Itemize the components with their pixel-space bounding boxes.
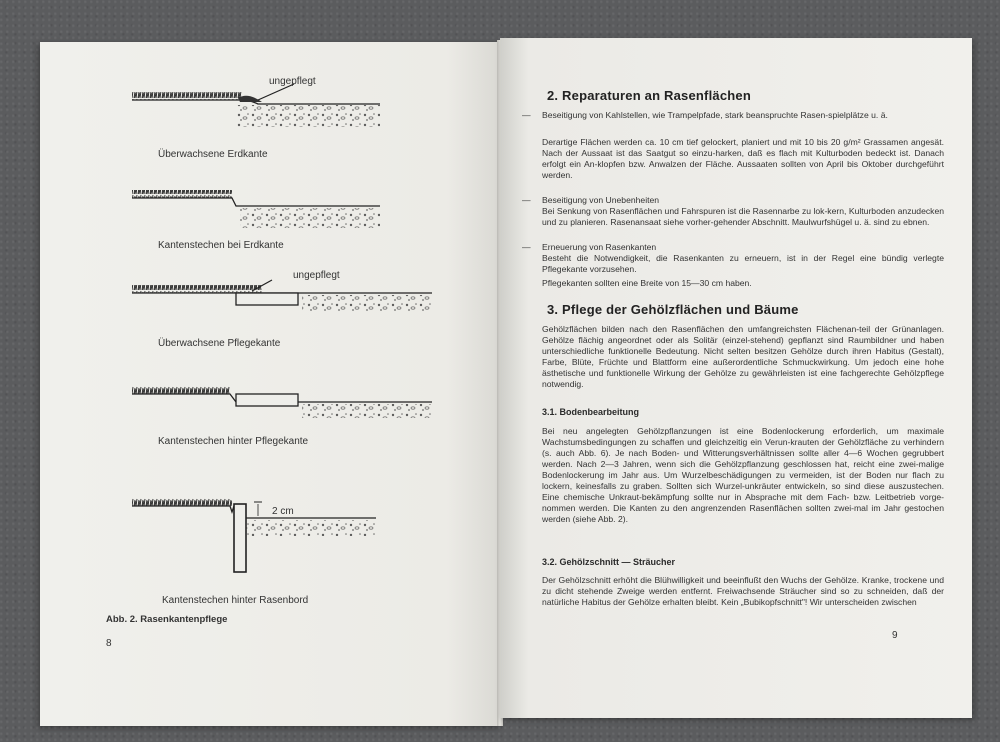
diagram-edge-cutting-behind-curb	[132, 498, 376, 572]
item1-title: Beseitigung von Kahlstellen, wie Trampelpfade, stark beanspruchte Rasen-spielplätze u. ä.	[542, 110, 888, 120]
diagram-edge-cutting-behind-maintenance-edge	[132, 386, 432, 418]
heading-3-1: 3.1. Bodenbearbeitung	[542, 407, 640, 417]
section3-1-body: Bei neu angelegten Gehölzpflanzungen ist eine Bodenlockerung erforderlich, um maximale Wachstumsbedingungen zu schaffen und gleichzeitig ein Verun-krauten der Gehölzfläche zu verhindern (s. auch Abb. 6). Je nach Boden- und Witterungsverhältnissen sollte aller 4—6 Wochen gegrubbert werden. Nach 2—3 Jahren, wenn sich die Gehölzpflanzung geschlossen hat, reicht eine zwei-malige Bodenlockerung im Jahr aus. Um Wurzelbeschädigungen zu vermeiden, ist der Boden nur flach zu lockern, keinesfalls zu graben. Sollten sich Wurzel-unkräuter entwickeln, so sind diese auszustechen. Eine chemische Unkraut-bekämpfung sollte nur in Absprache mit dem Fach- bzw. Leitbetrieb vorge-nommen werden. Die Kanten zu den angrenzenden Rasenflächen sollten zwei-mal im Jahr gestochen werden (siehe Abb. 2).	[542, 426, 944, 524]
item2-title: Beseitigung von Unebenheiten	[542, 195, 660, 205]
label-ungepflegt-1: ungepflegt	[269, 76, 316, 87]
page-number-left: 8	[106, 638, 112, 649]
section3-intro: Gehölzflächen bilden nach den Rasenflächen den umfangreichsten Flächenan-teil der Grünanlagen. Gehölze flächig angeordnet oder als Solitär (einzel-stehend) gepflanzt sind Raumbildner und haben unterschiedliche funktionelle Bedeutung. Nicht selten besitzen Gehölze durch ihren Habitus (Gestalt), Farbe, Blüte, Früchte und Blattform eine außerordentliche Schmuckwirkung. Um jedoch eine hohe ästhetische und funktionelle Wirkung der Gehölze zu gewährleisten ist eine fachgerechte Gehölzpflege notwendig.	[542, 324, 944, 389]
diagram-edge-cutting-earth-edge	[132, 190, 380, 228]
item1-body: Derartige Flächen werden ca. 10 cm tief gelockert, planiert und mit 10 bis 20 g/m² Grassamen angesät. Nach der Aussaat ist das Saatgut so einzu-harken, daß es flach mit Kulturboden bedeckt ist. Danach erfolgt ein An-klopfen bzw. Anwalzen der Fläche. Aussaaten sollten von April bis Oktober durchgeführt werden.	[542, 137, 944, 180]
page-number-right: 9	[892, 630, 898, 641]
section3-2-body: Der Gehölzschnitt erhöht die Blühwilligkeit und beeinflußt den Wuchs der Gehölze. Kranke, trockene und zu dicht stehende Zweige werden entfernt. Freiwachsende Sträucher sind so zu schneiden, daß der natürliche Habitus der Gehölze erhalten bleibt. Kein „Bubikopfschnitt"! Wir unterscheiden zwischen	[542, 575, 944, 607]
heading-3-2: 3.2. Gehölzschnitt — Sträucher	[542, 557, 676, 567]
left-page	[40, 42, 502, 726]
caption-4: Kantenstechen hinter Pflegekante	[158, 436, 309, 447]
caption-5: Kantenstechen hinter Rasenbord	[162, 595, 309, 606]
caption-2: Kantenstechen bei Erdkante	[158, 240, 284, 251]
diagram-overgrown-maintenance-edge	[132, 280, 432, 311]
list-dash: —	[522, 110, 531, 120]
caption-3: Überwachsene Pflegekante	[158, 338, 281, 349]
right-page	[500, 38, 972, 718]
label-measure-2cm: 2 cm	[272, 506, 294, 517]
list-dash: —	[522, 242, 531, 252]
label-ungepflegt-2: ungepflegt	[293, 270, 340, 281]
diagram-overgrown-earth-edge	[132, 84, 380, 127]
item3-body: Besteht die Notwendigkeit, die Rasenkanten zu erneuern, ist in der Regel eine bündig verlegte Pflegekante vorzusehen.	[542, 253, 944, 274]
heading-section-2: 2. Reparaturen an Rasenflächen	[547, 88, 751, 103]
list-dash: —	[522, 195, 531, 205]
item3-title: Erneuerung von Rasenkanten	[542, 242, 657, 252]
figure-caption: Abb. 2. Rasenkantenpflege	[106, 614, 228, 625]
item3-body2: Pflegekanten sollten eine Breite von 15—30 cm haben.	[542, 278, 752, 288]
caption-1: Überwachsene Erdkante	[158, 149, 268, 160]
item2-body: Bei Senkung von Rasenflächen und Fahrspuren ist die Rasennarbe zu lok-kern, Kulturboden anzudecken und zu planieren. Rasenansaat siehe vorher-gehender Abschnitt. Maulwurfshügel u. ä. sind zu ebnen.	[542, 206, 944, 227]
heading-section-3: 3. Pflege der Gehölzflächen und Bäume	[547, 302, 799, 317]
